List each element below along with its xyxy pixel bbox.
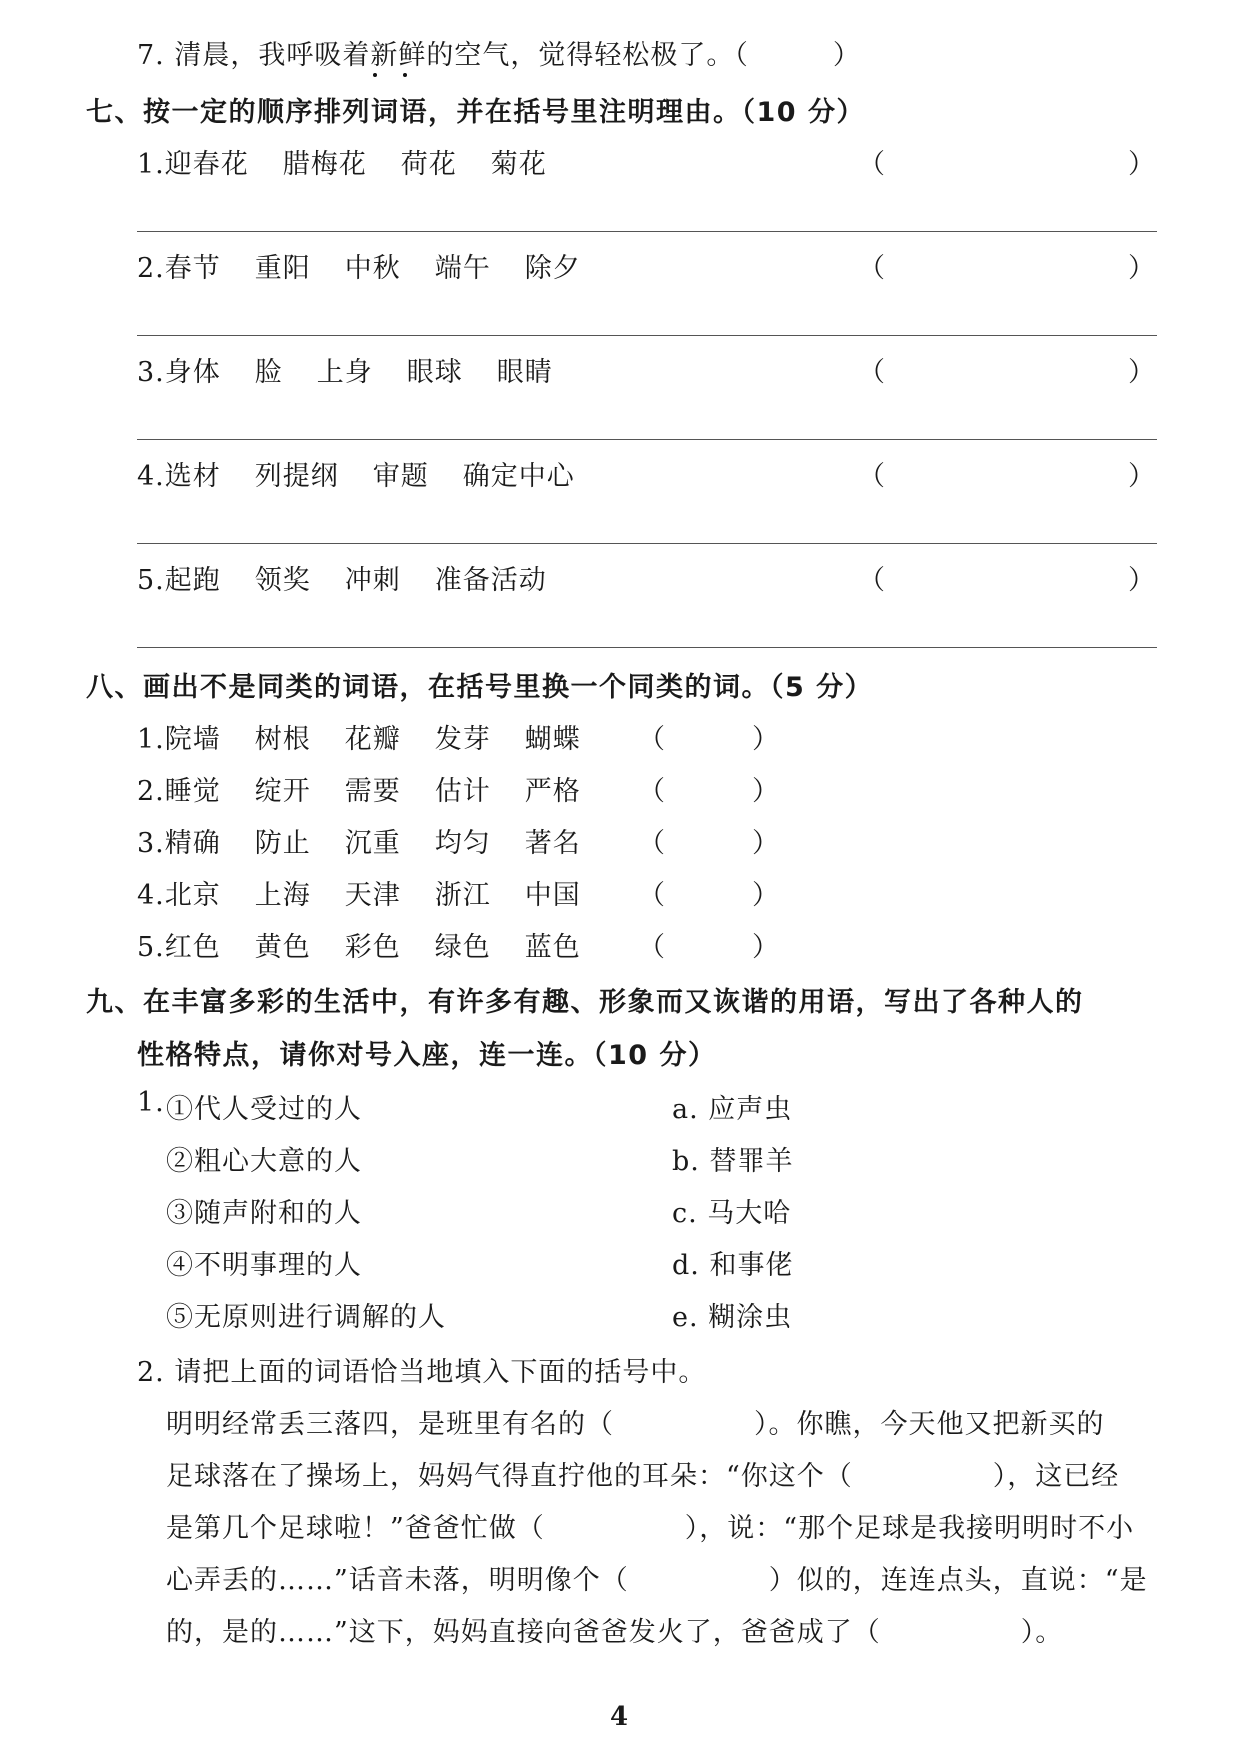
word: 冲刺 bbox=[344, 565, 401, 596]
word: 眼睛 bbox=[496, 357, 553, 388]
answer-paren-close: ） bbox=[1128, 565, 1155, 596]
word: 迎春花 bbox=[164, 149, 249, 180]
word: 脸 bbox=[254, 357, 283, 388]
word[interactable]: 沉重 bbox=[344, 828, 401, 859]
answer-paren-open[interactable]: （ bbox=[638, 932, 665, 963]
word: 重阳 bbox=[254, 253, 311, 284]
section-7-item bbox=[137, 246, 581, 285]
word[interactable]: 上海 bbox=[254, 880, 311, 911]
match-right-item[interactable]: b. 替罪羊 bbox=[672, 1146, 794, 1177]
answer-paren-close: ） bbox=[752, 724, 779, 755]
item-number: 4. bbox=[137, 880, 165, 911]
section-7-item bbox=[137, 350, 553, 389]
word[interactable]: 估计 bbox=[434, 776, 491, 807]
section-7-item bbox=[137, 558, 547, 597]
word[interactable]: 发芽 bbox=[434, 724, 491, 755]
word[interactable]: 彩色 bbox=[344, 932, 401, 963]
item-number: 2. bbox=[137, 253, 165, 284]
answer-paren-close: ） bbox=[1128, 253, 1155, 284]
passage-line: 足球落在了操场上，妈妈气得直拧他的耳朵：“你这个（ ），这已经 bbox=[166, 1461, 1120, 1492]
page-number: 4 bbox=[610, 1702, 629, 1732]
word: 菊花 bbox=[490, 149, 547, 180]
answer-paren-open[interactable]: （ bbox=[638, 776, 665, 807]
answer-paren-close: ） bbox=[752, 932, 779, 963]
section-8-title: 八、画出不是同类的词语，在括号里换一个同类的词。（5 分） bbox=[86, 672, 874, 703]
emphasis-dot bbox=[373, 73, 377, 77]
answer-paren-open[interactable]: （ bbox=[858, 461, 885, 492]
answer-paren-open[interactable]: （ bbox=[858, 253, 885, 284]
item-number: 2. bbox=[137, 776, 165, 807]
passage-line: 明明经常丢三落四，是班里有名的（ ）。你瞧，今天他又把新买的 bbox=[166, 1409, 1105, 1440]
section-7-title: 七、按一定的顺序排列词语，并在括号里注明理由。（10 分） bbox=[86, 97, 865, 128]
section-8-item bbox=[137, 925, 581, 964]
item-number: 1. bbox=[137, 149, 165, 180]
answer-paren-open[interactable]: （ bbox=[638, 828, 665, 859]
section-9-title-line2: 性格特点，请你对号入座，连一连。（10 分） bbox=[137, 1040, 717, 1071]
answer-line[interactable] bbox=[137, 439, 1157, 440]
word: 身体 bbox=[164, 357, 221, 388]
answer-line[interactable] bbox=[137, 335, 1157, 336]
answer-paren-open[interactable]: （ bbox=[858, 149, 885, 180]
word[interactable]: 著名 bbox=[524, 828, 581, 859]
answer-paren-close: ） bbox=[1128, 357, 1155, 388]
item-number: 5. bbox=[137, 565, 165, 596]
word: 准备活动 bbox=[434, 565, 547, 596]
word[interactable]: 北京 bbox=[164, 880, 221, 911]
passage-line: 是第几个足球啦！”爸爸忙做（ ），说：“那个足球是我接明明时不小 bbox=[166, 1513, 1135, 1544]
word[interactable]: 绽开 bbox=[254, 776, 311, 807]
word: 审题 bbox=[372, 461, 429, 492]
emphasis-dot bbox=[403, 73, 407, 77]
item-number: 3. bbox=[137, 828, 165, 859]
word: 腊梅花 bbox=[282, 149, 367, 180]
answer-paren-open[interactable]: （ bbox=[638, 880, 665, 911]
answer-paren-open[interactable]: （ bbox=[858, 357, 885, 388]
word[interactable]: 院墙 bbox=[164, 724, 221, 755]
word[interactable]: 严格 bbox=[524, 776, 581, 807]
word: 眼球 bbox=[406, 357, 463, 388]
answer-paren-close: ） bbox=[752, 776, 779, 807]
word: 选材 bbox=[164, 461, 221, 492]
word[interactable]: 浙江 bbox=[434, 880, 491, 911]
section-8-item bbox=[137, 873, 581, 912]
passage-line: 的，是的……”这下，妈妈直接向爸爸发火了，爸爸成了（ ）。 bbox=[166, 1617, 1064, 1648]
answer-paren-close: ） bbox=[1128, 149, 1155, 180]
match-right-item[interactable]: a. 应声虫 bbox=[672, 1094, 793, 1125]
match-right-item[interactable]: e. 糊涂虫 bbox=[672, 1302, 793, 1333]
answer-paren-open[interactable]: （ bbox=[858, 565, 885, 596]
word[interactable]: 蝴蝶 bbox=[524, 724, 581, 755]
match-right-item[interactable]: c. 马大哈 bbox=[672, 1198, 792, 1229]
word: 荷花 bbox=[400, 149, 457, 180]
word[interactable]: 中国 bbox=[524, 880, 581, 911]
section-7-item bbox=[137, 454, 575, 493]
word: 春节 bbox=[164, 253, 221, 284]
word[interactable]: 树根 bbox=[254, 724, 311, 755]
word[interactable]: 天津 bbox=[344, 880, 401, 911]
match-left-item[interactable]: ②粗心大意的人 bbox=[166, 1146, 362, 1177]
word: 中秋 bbox=[344, 253, 401, 284]
section-8-item bbox=[137, 769, 581, 808]
answer-line[interactable] bbox=[137, 543, 1157, 544]
match-left-item[interactable]: ①代人受过的人 bbox=[166, 1094, 362, 1125]
word: 确定中心 bbox=[462, 461, 575, 492]
item-number: 1. bbox=[137, 724, 165, 755]
match-right-item[interactable]: d. 和事佬 bbox=[672, 1250, 794, 1281]
part-1-number: 1. bbox=[137, 1087, 165, 1118]
match-left-item[interactable]: ⑤无原则进行调解的人 bbox=[166, 1302, 446, 1333]
word[interactable]: 黄色 bbox=[254, 932, 311, 963]
word[interactable]: 均匀 bbox=[434, 828, 491, 859]
word: 起跑 bbox=[164, 565, 221, 596]
match-left-item[interactable]: ④不明事理的人 bbox=[166, 1250, 362, 1281]
word[interactable]: 精确 bbox=[164, 828, 221, 859]
section-8-item bbox=[137, 717, 581, 756]
item-number: 5. bbox=[137, 932, 165, 963]
word[interactable]: 睡觉 bbox=[164, 776, 221, 807]
section-9-title-line1: 九、在丰富多彩的生活中，有许多有趣、形象而又诙谐的用语，写出了各种人的 bbox=[86, 987, 1084, 1018]
answer-line[interactable] bbox=[137, 231, 1157, 232]
item-number: 3. bbox=[137, 357, 165, 388]
match-left-item[interactable]: ③随声附和的人 bbox=[166, 1198, 362, 1229]
passage-line: 心弄丢的……”话音未落，明明像个（ ）似的，连连点头，直说：“是 bbox=[166, 1565, 1148, 1596]
word: 上身 bbox=[316, 357, 373, 388]
question-6-7: 7. 清晨，我呼吸着新鲜的空气，觉得轻松极了。（ ） bbox=[137, 40, 861, 71]
answer-paren-close: ） bbox=[1128, 461, 1155, 492]
section-7-item bbox=[137, 142, 547, 181]
word: 除夕 bbox=[524, 253, 581, 284]
word: 端午 bbox=[434, 253, 491, 284]
answer-line[interactable] bbox=[137, 647, 1157, 648]
word[interactable]: 防止 bbox=[254, 828, 311, 859]
word[interactable]: 花瓣 bbox=[344, 724, 401, 755]
word: 列提纲 bbox=[254, 461, 339, 492]
section-8-item bbox=[137, 821, 581, 860]
answer-paren-close: ） bbox=[752, 880, 779, 911]
part-2-instruction: 2. 请把上面的词语恰当地填入下面的括号中。 bbox=[137, 1357, 707, 1388]
answer-paren-close: ） bbox=[752, 828, 779, 859]
word[interactable]: 红色 bbox=[164, 932, 221, 963]
item-number: 4. bbox=[137, 461, 165, 492]
word[interactable]: 蓝色 bbox=[524, 932, 581, 963]
word[interactable]: 绿色 bbox=[434, 932, 491, 963]
word: 领奖 bbox=[254, 565, 311, 596]
word[interactable]: 需要 bbox=[344, 776, 401, 807]
answer-paren-open[interactable]: （ bbox=[638, 724, 665, 755]
